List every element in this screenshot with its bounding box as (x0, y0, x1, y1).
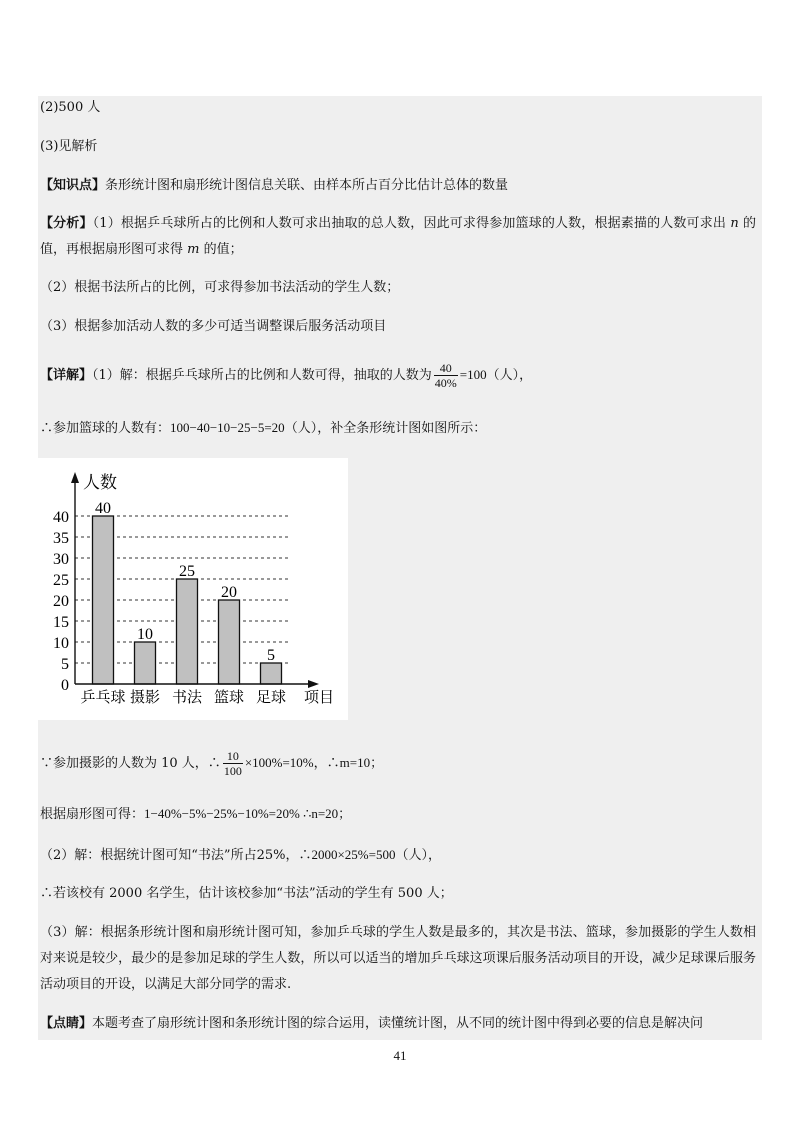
part3-paragraph: （3）解：根据条形统计图和扇形统计图可知，参加乒乓球的学生人数是最多的，其次是书法、篮球，参加摄影的学生人数相对来说是较少，最少的是参加足球的学生人数，所以可以适当的增加乒乓球这项课后服务活动项目的开设，减少足球课后服务活动项目的开设，以满足大部分同学的需求. (40, 925, 756, 992)
bar-value-label: 20 (221, 584, 237, 601)
x-axis-label: 项目 (304, 690, 335, 706)
photo-frac-den: 100 (223, 764, 242, 778)
analysis-var-n: n (730, 216, 739, 231)
part2-line (40, 845, 441, 866)
fan-equation: 1−40%−5%−25%−10%=20% (144, 806, 300, 821)
y-axis-label: 人数 (83, 473, 117, 492)
basketball-text: ∴参加篮球的人数有： (40, 421, 171, 436)
y-tick-label: 0 (61, 677, 69, 694)
bar-value-label: 10 (137, 626, 153, 643)
y-axis-arrow-icon (71, 472, 79, 483)
bar-4 (219, 600, 240, 684)
part2-tail: （人）， (395, 848, 441, 863)
fan-n-result: ∴n=20； (299, 806, 352, 821)
y-tick-label: 40 (53, 509, 69, 526)
detail-fraction (434, 361, 458, 390)
page-number: 41 (393, 1048, 407, 1063)
photo-text: ∵参加摄影的人数为 10 人，∴ (40, 756, 221, 771)
fan-text: 根据扇形图可得： (40, 807, 145, 822)
photo-equation: ×100%=10% (244, 755, 314, 770)
analysis-text-c: 的值； (199, 242, 243, 257)
y-tick-label: 25 (53, 572, 69, 589)
analysis-step-2: （2）根据书法所占的比例，可求得参加书法活动的学生人数； (40, 280, 400, 295)
analysis-text-a: （1）根据乒乓球所占的比例和人数可求出抽取的总人数，因此可求得参加篮球的人数，根据素描的人数可求出 (92, 216, 731, 231)
category-label: 乒乓球 (80, 690, 126, 706)
analysis-text-b: 的值，再根据扇形图可求得 (40, 216, 756, 257)
bar-2 (135, 642, 156, 684)
analysis-var-m: m (187, 242, 200, 257)
part2-text: （2）解：根据统计图可知“书法”所占25%，∴ (40, 848, 312, 863)
detail-frac-den: 40% (434, 376, 457, 390)
detail-equation: =100（人）， (459, 367, 533, 382)
comment-line (40, 1014, 703, 1034)
y-tick-label: 5 (61, 656, 69, 673)
knowledge-tag: 【知识点】 (40, 178, 106, 193)
analysis-step-3: （3）根据参加活动人数的多少可适当调整课后服务活动项目 (40, 319, 387, 334)
fan-chart-line (40, 804, 351, 825)
y-tick-label: 20 (53, 593, 69, 610)
photo-line (40, 746, 383, 781)
bar-value-label: 25 (179, 563, 195, 580)
detail-tag: 【详解】 (40, 368, 93, 383)
detail-frac-num: 40 (434, 361, 458, 376)
bar-chart-container (38, 458, 348, 720)
bar-5 (261, 663, 282, 684)
bar-value-label: 40 (95, 500, 111, 517)
basketball-tail: （人），补全条形统计图如图所示： (284, 421, 487, 436)
y-tick-label: 35 (53, 530, 69, 547)
category-label: 篮球 (213, 690, 245, 706)
basketball-line (40, 418, 486, 439)
analysis-paragraph (40, 211, 756, 263)
comment-tag: 【点睛】 (40, 1016, 93, 1031)
photo-fraction (223, 749, 243, 778)
detail-text: （1）解：根据乒乓球所占的比例和人数可得，抽取的人数为 (92, 368, 432, 383)
answer-part-3: (3)见解析 (40, 139, 98, 154)
photo-m-result: ，∴m=10； (313, 755, 384, 770)
y-tick-label: 15 (53, 614, 69, 631)
analysis-tag: 【分析】 (40, 216, 93, 231)
detail-line (40, 358, 532, 393)
basketball-equation: 100−40−10−25−5=20 (170, 420, 285, 435)
bar-chart (38, 458, 348, 720)
x-axis-arrow-icon (308, 680, 319, 688)
knowledge-point (40, 176, 508, 196)
part2-conclusion: ∴若该校有 2000 名学生，估计该校参加“书法”活动的学生有 500 人； (40, 886, 453, 901)
category-label: 足球 (255, 690, 287, 706)
part2-equation: 2000×25%=500 (311, 847, 396, 862)
bar-3 (177, 579, 198, 684)
bar-1 (93, 516, 114, 684)
bar-value-label: 5 (267, 647, 275, 664)
y-tick-label: 10 (53, 635, 69, 652)
category-label: 摄影 (129, 690, 161, 706)
y-tick-label: 30 (53, 551, 69, 568)
photo-frac-num: 10 (223, 749, 243, 764)
knowledge-text: 条形统计图和扇形统计图信息关联、由样本所占百分比估计总体的数量 (105, 178, 509, 193)
category-label: 书法 (171, 690, 203, 706)
comment-text: 本题考查了扇形统计图和条形统计图的综合运用，读懂统计图，从不同的统计图中得到必要的信息是解决问 (92, 1016, 704, 1031)
answer-part-2: (2)500 人 (40, 100, 101, 115)
